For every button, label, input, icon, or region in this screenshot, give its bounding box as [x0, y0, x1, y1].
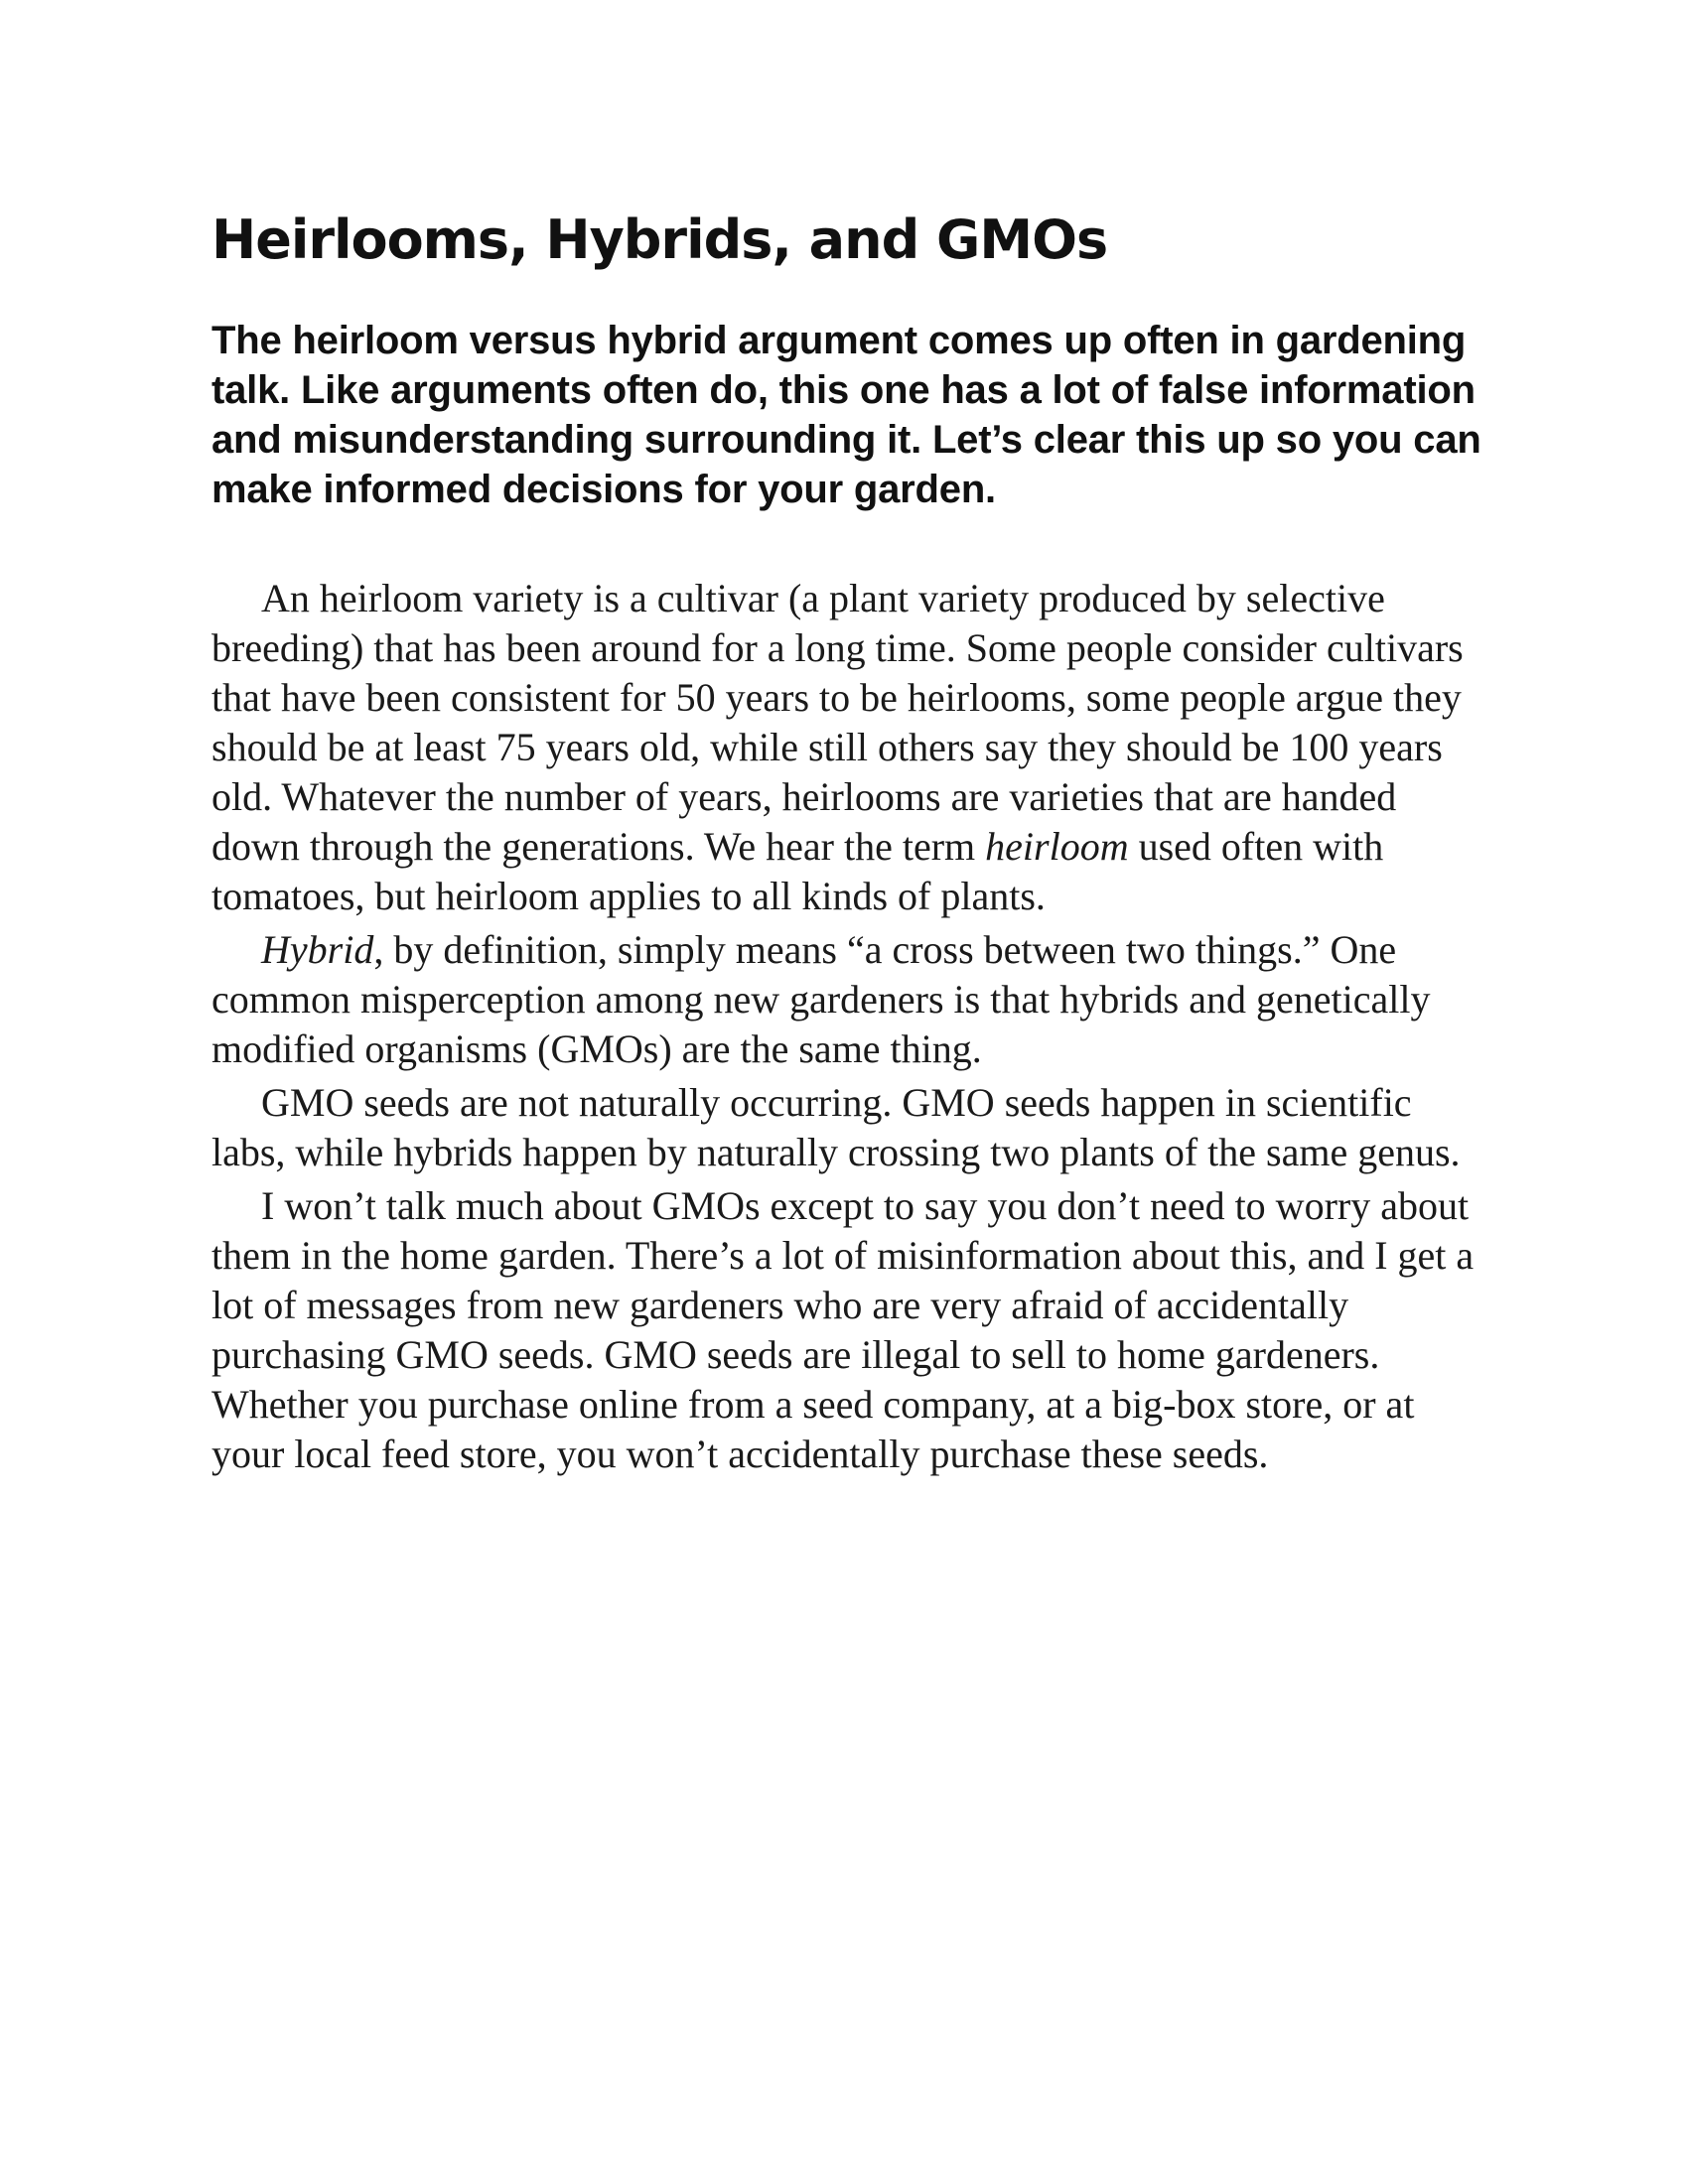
paragraph-text: An heirloom variety is a cultivar (a plant variety produced by selective breeding) that has been around for a long time. Some people consider cultivars that have been consistent for 50 years to be heirlooms, some people argue they should be at least 75 years old, while still others say they should be 100 years old. Whatever the number of years, heirlooms are varieties that are handed down through the generations. We hear the term — [211, 576, 1464, 869]
lead-paragraph: The heirloom versus hybrid argument comes up often in gardening talk. Like arguments often do, this one has a lot of false information and misunderstanding surrounding it. Let’s clear this up so you can make informed decisions for your garden. — [211, 319, 1481, 511]
paragraph-hybrid-definition — [211, 925, 1482, 1074]
page-content — [211, 205, 1482, 1483]
italic-term: heirloom — [985, 824, 1129, 869]
paragraph-heirloom-definition — [211, 574, 1482, 921]
paragraph-text: used often with tomatoes, but heirloom applies to all kinds of plants. — [211, 824, 1384, 918]
paragraph-gmo-home-garden: I won’t talk much about GMOs except to say you don’t need to worry about them in the home garden. There’s a lot of misinformation about this, and I get a lot of messages from new gardeners who are very afraid of accidentally purchasing GMO seeds. GMO seeds are illegal to sell to home gardeners. Whether you purchase online from a seed company, at a big-box store, or at your local feed store, you won’t accidentally purchase these seeds. — [211, 1183, 1475, 1476]
paragraph-gmo-origin: GMO seeds are not naturally occurring. GMO seeds happen in scientific labs, while hybrids happen by naturally crossing two plants of the same genus. — [211, 1080, 1461, 1174]
page-title: Heirlooms, Hybrids, and GMOs — [211, 208, 1108, 271]
body-text — [211, 574, 1482, 1479]
italic-term: Hybrid — [261, 927, 374, 972]
paragraph-text: , by definition, simply means “a cross between two things.” One common misperception among new gardeners is that hybrids and genetically modified organisms (GMOs) are the same thing. — [211, 927, 1431, 1071]
